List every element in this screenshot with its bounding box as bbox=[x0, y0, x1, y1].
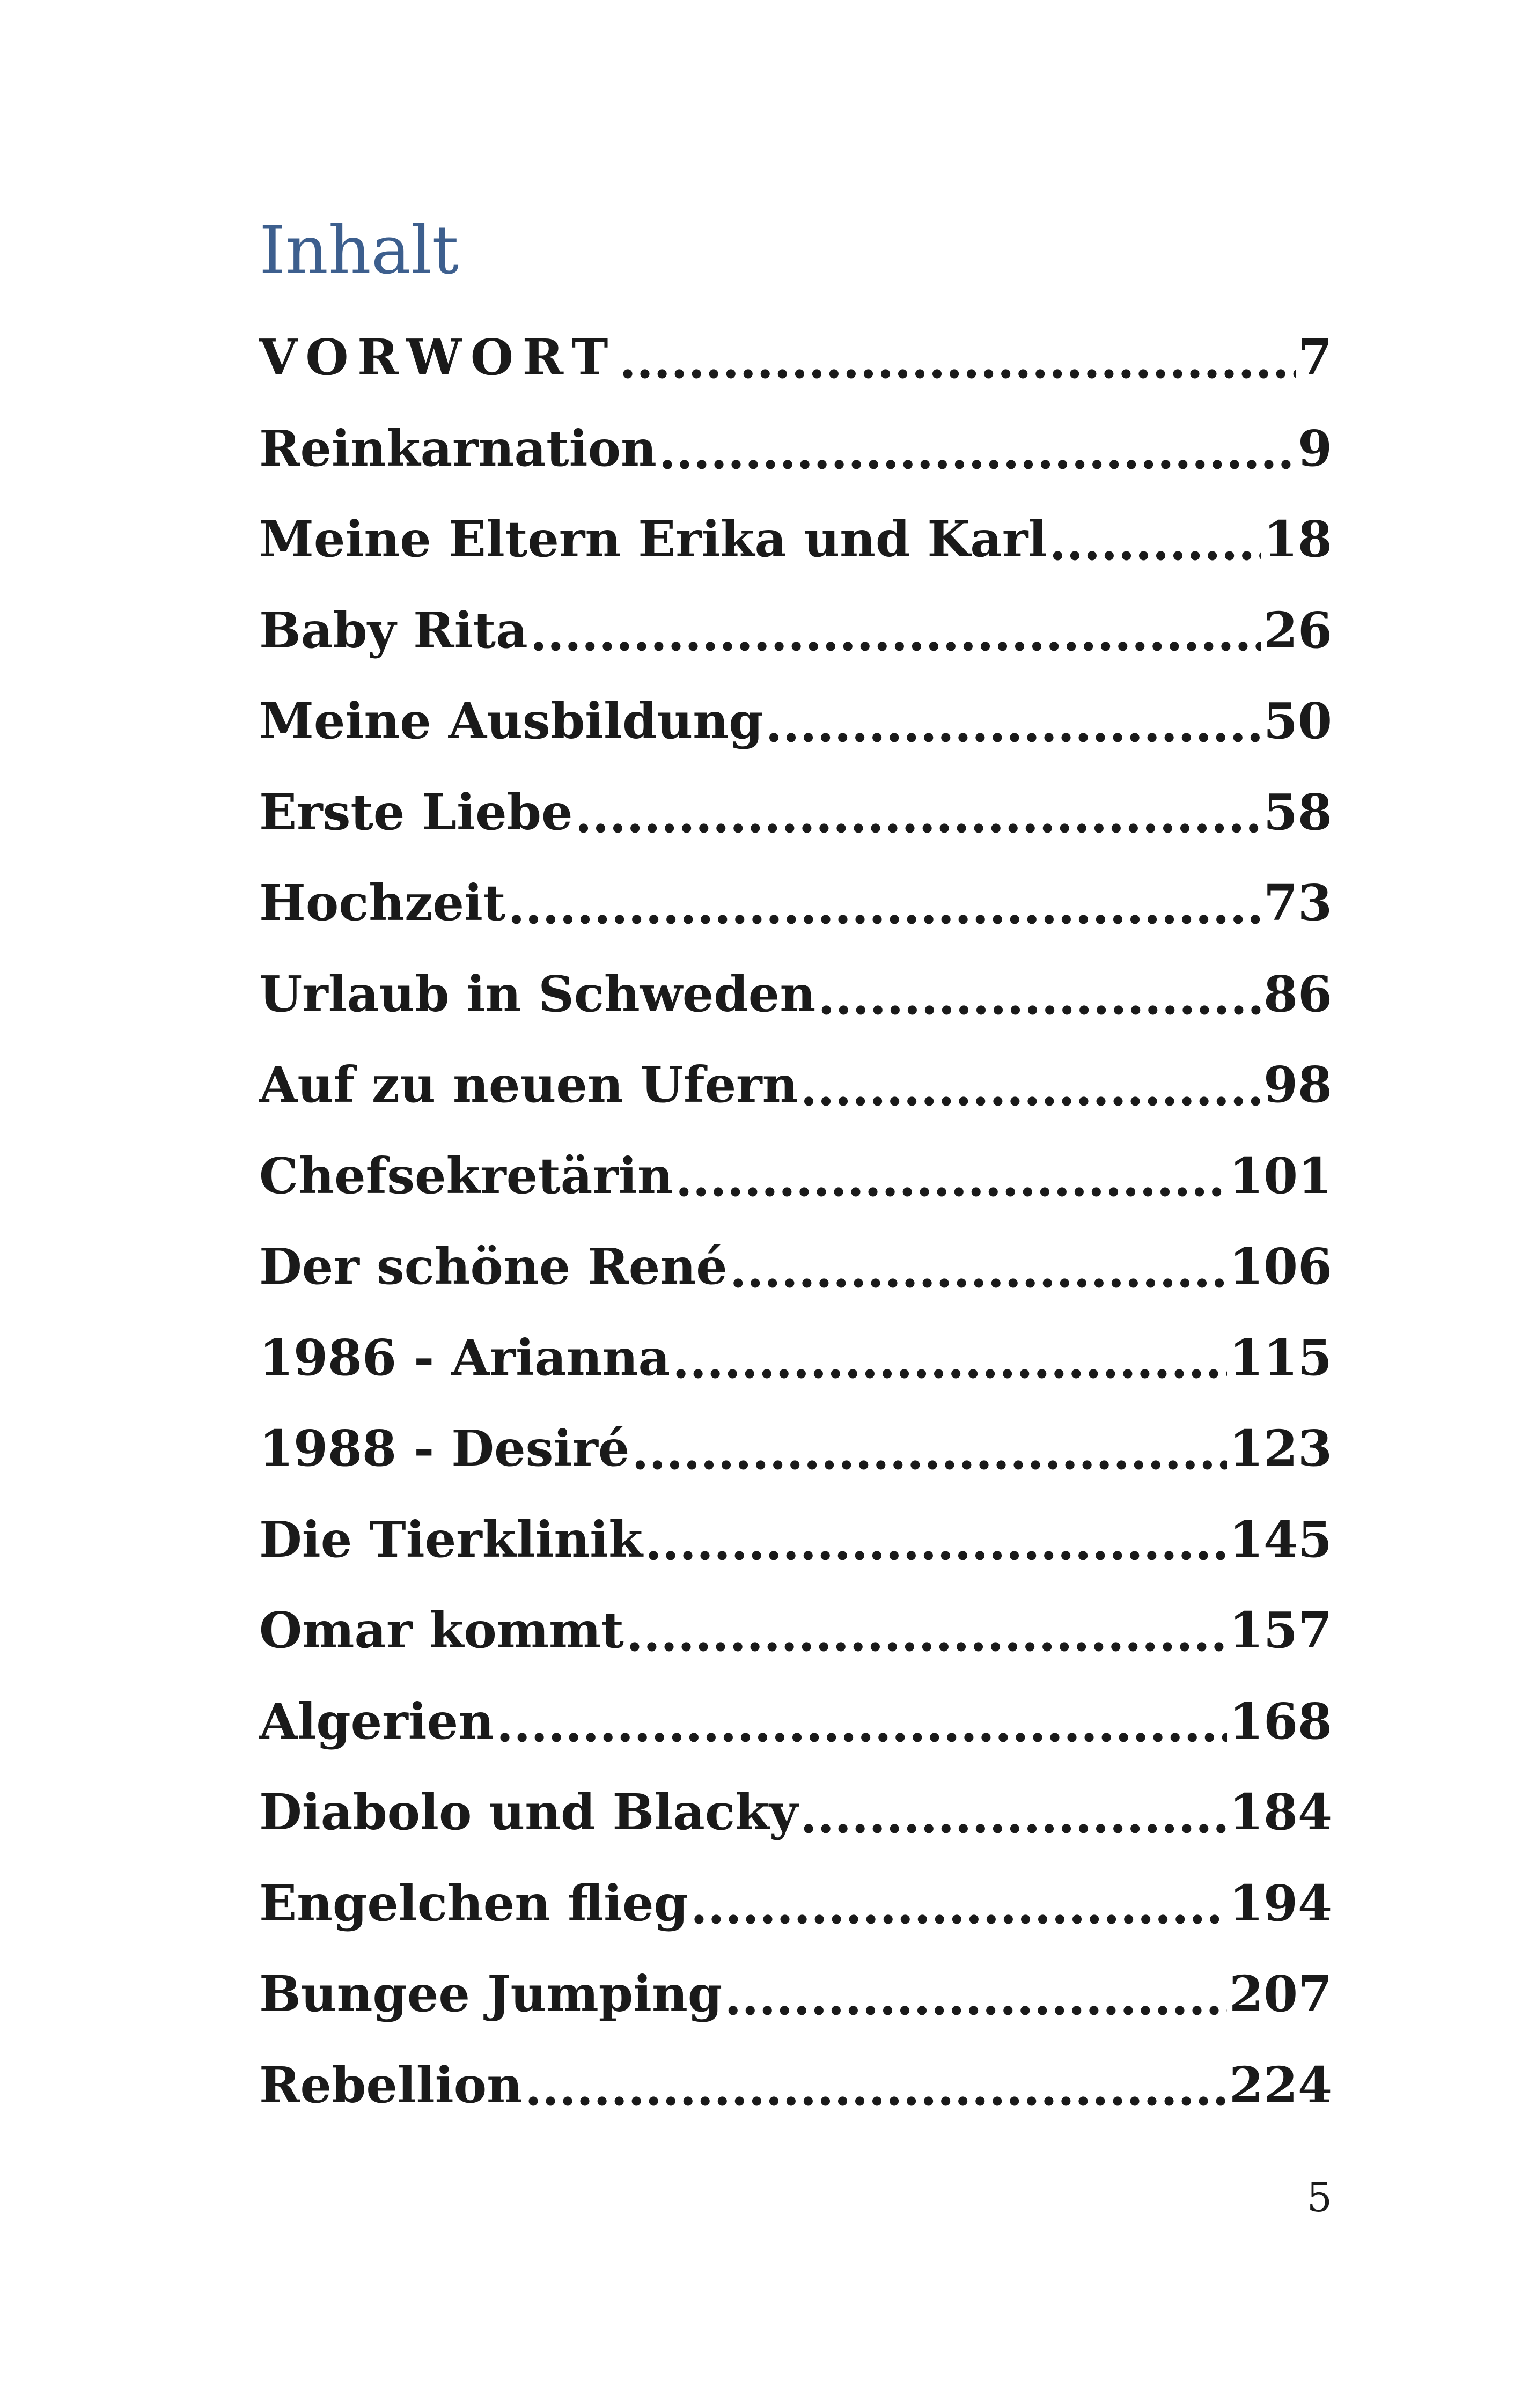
toc-entry-page: 7 bbox=[1297, 328, 1332, 386]
toc-dot-leader bbox=[626, 1609, 1227, 1658]
toc-entry[interactable] bbox=[259, 510, 1332, 606]
toc-dot-leader bbox=[766, 699, 1261, 749]
toc-entry-title: VORWORT bbox=[259, 328, 618, 386]
toc-entry-page: 86 bbox=[1263, 964, 1332, 1023]
toc-entry[interactable] bbox=[259, 601, 1332, 697]
toc-entry[interactable] bbox=[259, 1056, 1332, 1151]
toc-entry[interactable] bbox=[259, 1601, 1332, 1697]
toc-entry-page: 26 bbox=[1263, 601, 1332, 659]
toc-entry[interactable] bbox=[259, 1692, 1332, 1788]
toc-list bbox=[259, 328, 1332, 2151]
toc-dot-leader bbox=[672, 1336, 1227, 1385]
toc-dot-leader bbox=[659, 426, 1296, 476]
toc-dot-leader bbox=[619, 336, 1296, 385]
toc-entry-title: Erste Liebe bbox=[259, 783, 573, 841]
toc-entry-title: 1986 - Arianna bbox=[259, 1328, 671, 1387]
toc-dot-leader bbox=[818, 972, 1261, 1021]
toc-dot-leader bbox=[800, 1791, 1227, 1840]
toc-entry-title: Chefsekretärin bbox=[259, 1146, 673, 1205]
toc-dot-leader bbox=[575, 790, 1261, 840]
toc-entry-page: 115 bbox=[1229, 1328, 1332, 1387]
toc-entry-title: Meine Ausbildung bbox=[259, 692, 763, 750]
toc-dot-leader bbox=[800, 1063, 1261, 1113]
toc-entry-title: Reinkarnation bbox=[259, 419, 657, 477]
toc-entry-title: Die Tierklinik bbox=[259, 1510, 643, 1568]
toc-entry[interactable] bbox=[259, 1510, 1332, 1606]
toc-entry-title: Diabolo und Blacky bbox=[259, 1783, 798, 1841]
toc-entry-page: 18 bbox=[1263, 510, 1332, 568]
toc-dot-leader bbox=[496, 1699, 1227, 1749]
toc-dot-leader bbox=[645, 1518, 1227, 1567]
toc-entry[interactable] bbox=[259, 1419, 1332, 1515]
toc-entry-title: Algerien bbox=[259, 1692, 495, 1750]
toc-entry-page: 50 bbox=[1263, 692, 1332, 750]
toc-entry-title: Baby Rita bbox=[259, 601, 528, 659]
toc-entry-title: Meine Eltern Erika und Karl bbox=[259, 510, 1047, 568]
toc-entry-title: Auf zu neuen Ufern bbox=[259, 1056, 798, 1114]
toc-entry[interactable] bbox=[259, 328, 1332, 424]
toc-dot-leader bbox=[530, 608, 1261, 658]
toc-entry-page: 207 bbox=[1229, 1965, 1332, 2023]
toc-entry-page: 106 bbox=[1229, 1238, 1332, 1295]
toc-dot-leader bbox=[690, 1881, 1227, 1931]
toc-dot-leader bbox=[730, 1245, 1227, 1294]
toc-dot-leader bbox=[508, 881, 1261, 931]
toc-entry[interactable] bbox=[259, 964, 1332, 1061]
toc-entry[interactable] bbox=[259, 1146, 1332, 1242]
toc-entry[interactable] bbox=[259, 2056, 1332, 2152]
toc-entry-page: 73 bbox=[1263, 874, 1332, 932]
toc-entry-title: 1988 - Desiré bbox=[259, 1419, 630, 1477]
toc-heading: Inhalt bbox=[259, 212, 459, 289]
toc-entry[interactable] bbox=[259, 1238, 1332, 1333]
toc-entry-page: 58 bbox=[1263, 783, 1332, 841]
toc-entry-page: 9 bbox=[1297, 419, 1332, 477]
toc-dot-leader bbox=[1049, 518, 1261, 567]
toc-dot-leader bbox=[675, 1154, 1227, 1203]
toc-entry-page: 98 bbox=[1263, 1056, 1332, 1114]
toc-entry-page: 224 bbox=[1229, 2056, 1332, 2114]
toc-entry-page: 101 bbox=[1229, 1146, 1332, 1205]
toc-entry[interactable] bbox=[259, 783, 1332, 879]
toc-dot-leader bbox=[525, 2063, 1227, 2112]
toc-entry-title: Omar kommt bbox=[259, 1601, 624, 1659]
toc-entry-page: 194 bbox=[1229, 1874, 1332, 1932]
toc-entry[interactable] bbox=[259, 419, 1332, 515]
toc-dot-leader bbox=[631, 1427, 1227, 1476]
page-number: 5 bbox=[1306, 2175, 1332, 2221]
toc-entry-title: Bungee Jumping bbox=[259, 1965, 723, 2023]
toc-entry-page: 157 bbox=[1229, 1601, 1332, 1659]
toc-entry-title: Der schöne René bbox=[259, 1238, 728, 1295]
toc-entry-title: Engelchen flieg bbox=[259, 1874, 688, 1932]
toc-entry[interactable] bbox=[259, 874, 1332, 969]
toc-entry-title: Urlaub in Schweden bbox=[259, 964, 816, 1023]
toc-entry[interactable] bbox=[259, 1783, 1332, 1879]
toc-entry[interactable] bbox=[259, 1328, 1332, 1424]
toc-entry-title: Hochzeit bbox=[259, 874, 506, 932]
toc-entry-title: Rebellion bbox=[259, 2056, 523, 2114]
toc-entry-page: 123 bbox=[1229, 1419, 1332, 1477]
toc-entry[interactable] bbox=[259, 692, 1332, 787]
toc-entry[interactable] bbox=[259, 1965, 1332, 2060]
toc-dot-leader bbox=[724, 1972, 1227, 2022]
toc-entry-page: 168 bbox=[1229, 1692, 1332, 1750]
toc-entry[interactable] bbox=[259, 1874, 1332, 1970]
toc-entry-page: 145 bbox=[1229, 1510, 1332, 1568]
toc-entry-page: 184 bbox=[1229, 1783, 1332, 1841]
